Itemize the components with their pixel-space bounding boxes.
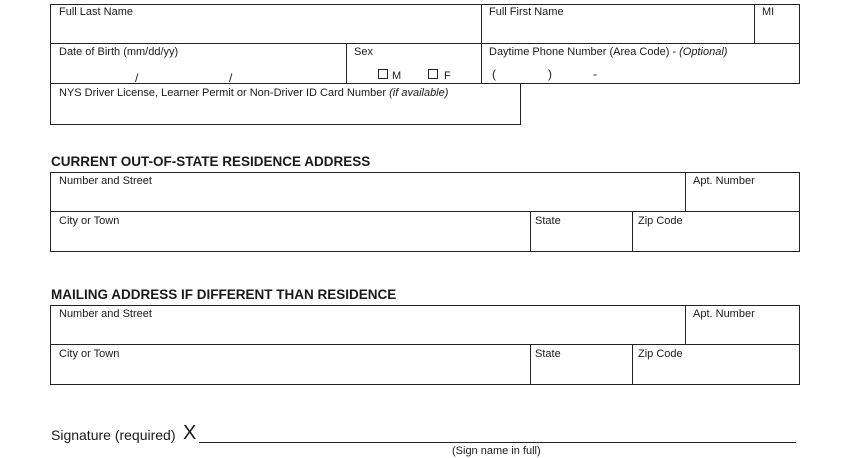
residence-city-input[interactable] [56, 231, 526, 249]
mailing-zip-label: Zip Code [638, 348, 683, 360]
mailing-street-input[interactable] [56, 324, 680, 342]
mailing-street-label: Number and Street [59, 308, 152, 320]
first-name-label: Full First Name [489, 6, 564, 18]
divider-dob-sex [346, 43, 347, 84]
last-name-label: Full Last Name [59, 6, 133, 18]
sex-label: Sex [354, 46, 373, 58]
residence-divider-street-apt [685, 172, 686, 212]
signature-x-mark: X [183, 422, 197, 444]
phone-label-text: Daytime Phone Number (Area Code) - [489, 46, 680, 58]
first-name-input[interactable] [487, 22, 749, 40]
residence-street-input[interactable] [56, 191, 680, 209]
residence-state-input[interactable] [535, 231, 627, 249]
phone-optional-note: (Optional) [679, 46, 728, 58]
license-note: (if available) [389, 87, 449, 99]
personal-row-divider [50, 43, 800, 44]
signature-line [199, 442, 796, 443]
signature-input[interactable] [202, 425, 794, 441]
dob-month-input[interactable] [60, 68, 130, 82]
divider-last-first [481, 4, 482, 84]
divider-first-mi [754, 4, 755, 44]
mailing-apt-input[interactable] [690, 324, 796, 342]
phone-label [489, 46, 727, 59]
residence-zip-label: Zip Code [638, 215, 683, 227]
dob-year-input[interactable] [240, 68, 340, 82]
signature-label: Signature (required) [51, 427, 176, 443]
mailing-heading: MAILING ADDRESS IF DIFFERENT THAN RESIDENCE [51, 287, 397, 302]
mailing-zip-input[interactable] [638, 364, 796, 382]
mailing-divider-city-state [530, 344, 531, 385]
mailing-city-input[interactable] [56, 364, 526, 382]
phone-close-paren: ) [548, 67, 552, 81]
residence-divider-city-state [530, 211, 531, 252]
residence-apt-label: Apt. Number [693, 175, 755, 187]
signature-caption: (Sign name in full) [452, 445, 541, 457]
dob-day-input[interactable] [145, 68, 223, 82]
mi-label: MI [762, 6, 775, 18]
residence-heading: CURRENT OUT-OF-STATE RESIDENCE ADDRESS [51, 154, 371, 169]
residence-street-label: Number and Street [59, 175, 152, 187]
phone-open-paren: ( [492, 67, 496, 81]
dob-separator-2: / [229, 71, 233, 85]
dob-label: Date of Birth (mm/dd/yy) [59, 46, 179, 58]
last-name-input[interactable] [56, 22, 476, 40]
mailing-row-divider [50, 344, 800, 345]
residence-state-label: State [535, 215, 561, 227]
mailing-city-label: City or Town [59, 348, 120, 360]
phone-area-code-input[interactable] [501, 66, 545, 82]
mailing-apt-label: Apt. Number [693, 308, 755, 320]
residence-divider-state-zip [632, 211, 633, 252]
license-number-input[interactable] [56, 103, 516, 121]
mi-input[interactable] [758, 22, 796, 40]
mailing-state-input[interactable] [535, 364, 627, 382]
mailing-divider-state-zip [632, 344, 633, 385]
phone-dash: - [593, 67, 597, 81]
license-label-text: NYS Driver License, Learner Permit or Non-Driver ID Card Number [59, 87, 390, 99]
phone-line-input[interactable] [603, 66, 793, 82]
residence-row-divider [50, 211, 800, 212]
residence-zip-input[interactable] [638, 231, 796, 249]
sex-female-label: F [444, 70, 451, 82]
sex-male-checkbox[interactable] [378, 69, 388, 79]
residence-city-label: City or Town [59, 215, 120, 227]
dob-separator-1: / [135, 71, 139, 85]
residence-apt-input[interactable] [690, 191, 796, 209]
phone-prefix-input[interactable] [557, 66, 591, 82]
mailing-divider-street-apt [685, 305, 686, 345]
mailing-state-label: State [535, 348, 561, 360]
sex-male-label: M [392, 70, 402, 82]
license-label [59, 87, 448, 100]
sex-female-checkbox[interactable] [428, 69, 438, 79]
